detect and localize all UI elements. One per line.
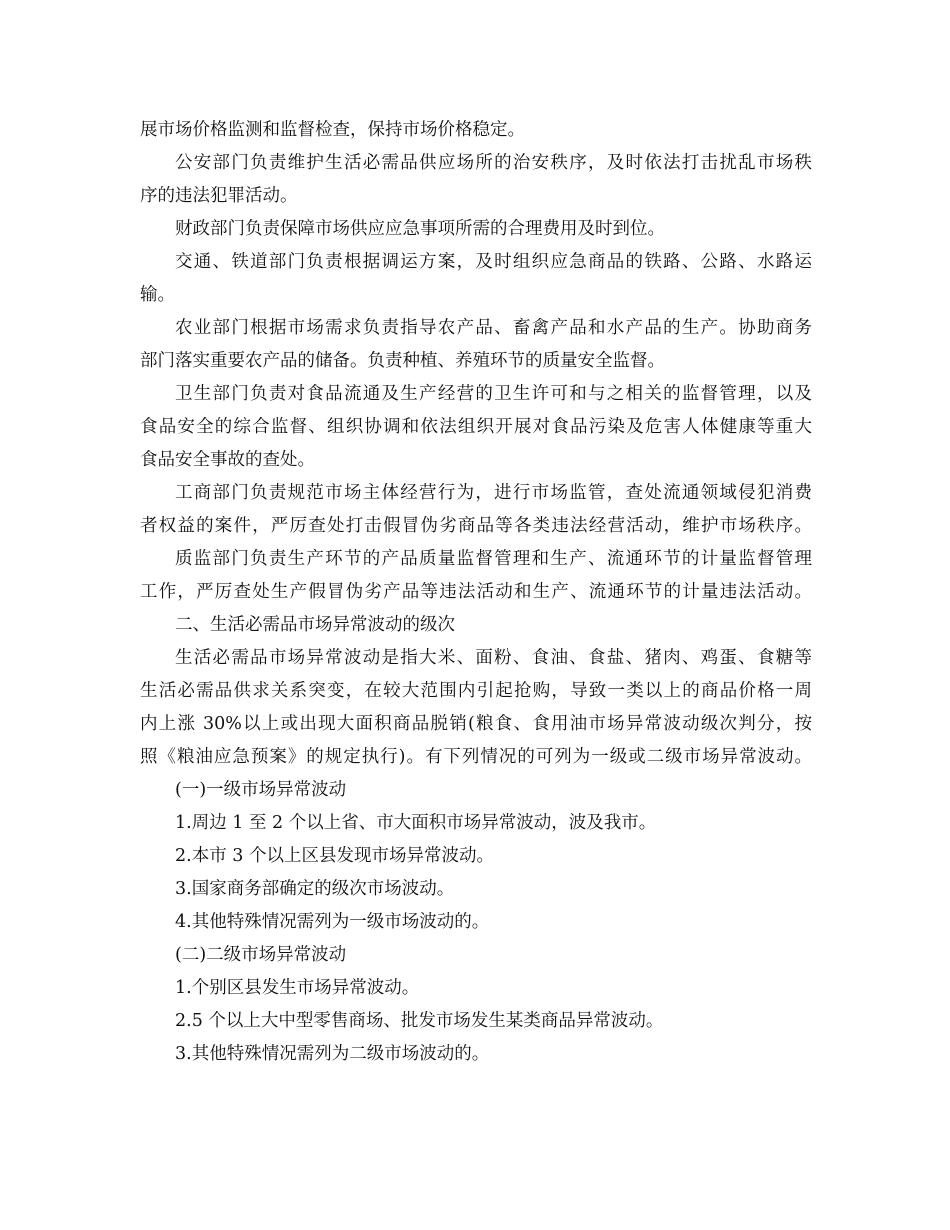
paragraph-line: 公安部门负责维护生活必需品供应场所的治安秩序，及时依法打击扰乱市场秩	[175, 153, 812, 173]
paragraph-line: 交通、铁道部门负责根据调运方案，及时组织应急商品的铁路、公路、水路运	[175, 252, 812, 272]
list-item: 3.其他特殊情况需列为二级市场波动的。	[175, 1044, 490, 1064]
paragraph-line: 工商部门负责规范市场主体经营行为，进行市场监管，查处流通领域侵犯消费	[175, 483, 812, 503]
paragraph-line: 展市场价格监测和监督检查，保持市场价格稳定。	[140, 120, 525, 140]
paragraph-line: 输。	[140, 285, 175, 305]
paragraph-line: 内上涨 30%以上或出现大面积商品脱销(粮食、食用油市场异常波动级次判分，按	[140, 714, 812, 734]
paragraph-line: 照《粮油应急预案》的规定执行)。有下列情况的可列为一级或二级市场异常波动。	[140, 747, 812, 767]
paragraph-line: 生活必需品市场异常波动是指大米、面粉、食油、食盐、猪肉、鸡蛋、食糖等	[175, 648, 812, 668]
paragraph-line: 部门落实重要农产品的储备。负责种植、养殖环节的质量安全监督。	[140, 351, 665, 371]
paragraph-line: 食品安全事故的查处。	[140, 450, 315, 470]
list-item: 1.个别区县发生市场异常波动。	[175, 978, 420, 998]
section-heading: 二、生活必需品市场异常波动的级次	[175, 615, 455, 635]
list-item: 1.周边 1 至 2 个以上省、市大面积市场异常波动，波及我市。	[175, 813, 657, 833]
list-item: 4.其他特殊情况需列为一级市场波动的。	[175, 912, 490, 932]
paragraph-line: 卫生部门负责对食品流通及生产经营的卫生许可和与之相关的监督管理，以及	[175, 384, 812, 404]
paragraph-line: 者权益的案件，严厉查处打击假冒伪劣商品等各类违法经营活动，维护市场秩序。	[140, 516, 812, 536]
paragraph-line: 序的违法犯罪活动。	[140, 186, 298, 206]
list-item: 2.5 个以上大中型零售商场、批发市场发生某类商品异常波动。	[175, 1011, 664, 1031]
paragraph-line: 生活必需品供求关系突变，在较大范围内引起抢购，导致一类以上的商品价格一周	[140, 681, 812, 701]
paragraph-line: 质监部门负责生产环节的产品质量监督管理和生产、流通环节的计量监督管理	[175, 549, 812, 569]
list-item: 3.国家商务部确定的级次市场波动。	[175, 879, 455, 899]
list-item: 2.本市 3 个以上区县发现市场异常波动。	[175, 846, 494, 866]
subsection-heading: (二)二级市场异常波动	[175, 945, 347, 965]
subsection-heading: (一)一级市场异常波动	[175, 780, 347, 800]
document-body	[140, 114, 812, 1071]
paragraph-line: 财政部门负责保障市场供应应急事项所需的合理费用及时到位。	[175, 219, 665, 239]
paragraph-line: 食品安全的综合监督、组织协调和依法组织开展对食品污染及危害人体健康等重大	[140, 417, 812, 437]
paragraph-line: 工作，严厉查处生产假冒伪劣产品等违法活动和生产、流通环节的计量违法活动。	[140, 582, 812, 602]
paragraph-line: 农业部门根据市场需求负责指导农产品、畜禽产品和水产品的生产。协助商务	[175, 318, 812, 338]
